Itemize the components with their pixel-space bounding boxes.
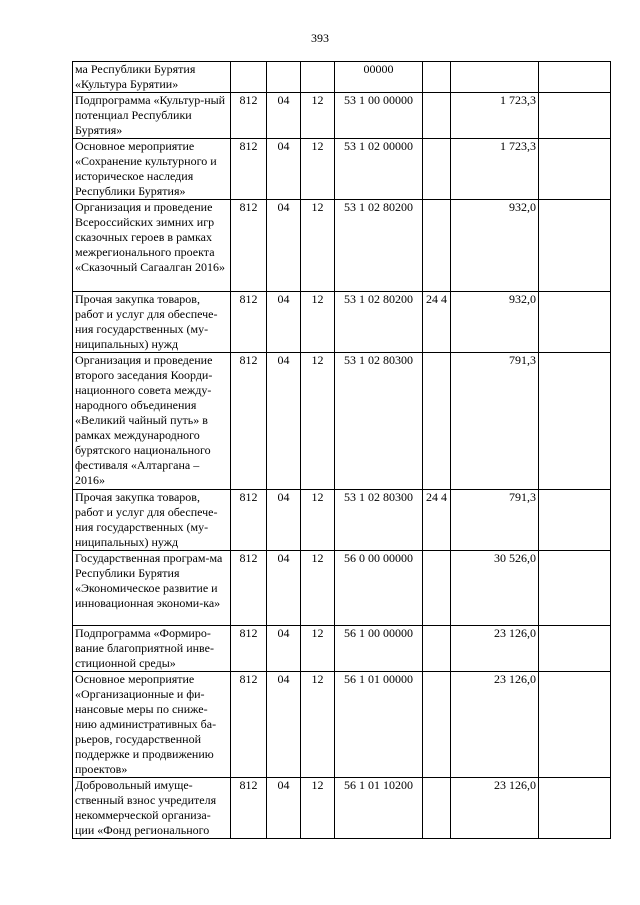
section-code: 04 [267, 292, 301, 353]
table-row [73, 200, 611, 292]
target-code: 56 1 01 00000 [335, 672, 423, 778]
empty-cell [539, 490, 611, 551]
target-code: 56 1 01 10200 [335, 778, 423, 839]
target-code: 00000 [335, 62, 423, 93]
empty-cell [539, 200, 611, 292]
subsection-code: 12 [301, 626, 335, 672]
table-row [73, 490, 611, 551]
subsection-code [301, 62, 335, 93]
amount: 932,0 [451, 292, 539, 353]
empty-cell [539, 292, 611, 353]
amount: 23 126,0 [451, 778, 539, 839]
expense-type-code [423, 93, 451, 139]
table-row [73, 353, 611, 490]
target-code: 56 1 00 00000 [335, 626, 423, 672]
empty-cell [539, 353, 611, 490]
target-code: 53 1 02 00000 [335, 139, 423, 200]
section-code: 04 [267, 626, 301, 672]
empty-cell [539, 672, 611, 778]
amount: 23 126,0 [451, 672, 539, 778]
subsection-code: 12 [301, 292, 335, 353]
empty-cell [539, 93, 611, 139]
ministry-code: 812 [231, 626, 267, 672]
expense-type-code [423, 62, 451, 93]
empty-cell [539, 62, 611, 93]
subsection-code: 12 [301, 139, 335, 200]
subsection-code: 12 [301, 672, 335, 778]
subsection-code: 12 [301, 490, 335, 551]
table-row [73, 672, 611, 778]
ministry-code: 812 [231, 490, 267, 551]
target-code: 56 0 00 00000 [335, 551, 423, 626]
section-code: 04 [267, 93, 301, 139]
ministry-code [231, 62, 267, 93]
table-row [73, 62, 611, 93]
row-name: Прочая закупка товаров, работ и услуг для обеспече-ния государственных (му-ниципальных) нужд [73, 490, 231, 551]
target-code: 53 1 02 80300 [335, 490, 423, 551]
ministry-code: 812 [231, 551, 267, 626]
subsection-code: 12 [301, 93, 335, 139]
amount: 791,3 [451, 353, 539, 490]
subsection-code: 12 [301, 778, 335, 839]
page-number: 393 [311, 31, 329, 45]
row-name: Подпрограмма «Культур-ный потенциал Республики Бурятия» [73, 93, 231, 139]
expense-type-code [423, 778, 451, 839]
ministry-code: 812 [231, 292, 267, 353]
expense-type-code [423, 353, 451, 490]
table-row [73, 551, 611, 626]
amount [451, 62, 539, 93]
amount: 1 723,3 [451, 93, 539, 139]
budget-table [72, 61, 611, 839]
section-code: 04 [267, 551, 301, 626]
row-name: ма Республики Бурятия «Культура Бурятии» [73, 62, 231, 93]
amount: 791,3 [451, 490, 539, 551]
table-row [73, 292, 611, 353]
section-code: 04 [267, 490, 301, 551]
table-row [73, 139, 611, 200]
amount: 30 526,0 [451, 551, 539, 626]
empty-cell [539, 139, 611, 200]
section-code: 04 [267, 200, 301, 292]
amount: 932,0 [451, 200, 539, 292]
target-code: 53 1 00 00000 [335, 93, 423, 139]
empty-cell [539, 626, 611, 672]
amount: 23 126,0 [451, 626, 539, 672]
expense-type-code [423, 551, 451, 626]
table-row [73, 93, 611, 139]
expense-type-code: 24 4 [423, 292, 451, 353]
subsection-code: 12 [301, 551, 335, 626]
expense-type-code [423, 626, 451, 672]
subsection-code: 12 [301, 200, 335, 292]
ministry-code: 812 [231, 778, 267, 839]
ministry-code: 812 [231, 200, 267, 292]
row-name: Добровольный имуще-ственный взнос учредителя некоммерческой организа-ции «Фонд регионального [73, 778, 231, 839]
expense-type-code [423, 200, 451, 292]
empty-cell [539, 778, 611, 839]
row-name: Подпрограмма «Формиро-вание благоприятной инве-стиционной среды» [73, 626, 231, 672]
target-code: 53 1 02 80200 [335, 200, 423, 292]
target-code: 53 1 02 80200 [335, 292, 423, 353]
section-code: 04 [267, 672, 301, 778]
expense-type-code [423, 672, 451, 778]
section-code [267, 62, 301, 93]
table-row [73, 778, 611, 839]
row-name: Прочая закупка товаров, работ и услуг для обеспече-ния государственных (му-ниципальных) нужд [73, 292, 231, 353]
section-code: 04 [267, 139, 301, 200]
subsection-code: 12 [301, 353, 335, 490]
row-name: Основное мероприятие «Организационные и фи-нансовые меры по сниже-нию административных ба-рьеров, государственной поддержке и продвижению проектов» [73, 672, 231, 778]
ministry-code: 812 [231, 353, 267, 490]
budget-table-body [73, 62, 611, 839]
row-name: Организация и проведение Всероссийских зимних игр сказочных героев в рамках межрегионального проекта «Сказочный Сагаалган 2016» [73, 200, 231, 292]
row-name: Государственная програм-ма Республики Бурятия «Экономическое развитие и инновационная экономи-ка» [73, 551, 231, 626]
empty-cell [539, 551, 611, 626]
row-name: Основное мероприятие «Сохранение культурного и историческое наследия Республики Бурятия» [73, 139, 231, 200]
expense-type-code: 24 4 [423, 490, 451, 551]
ministry-code: 812 [231, 93, 267, 139]
ministry-code: 812 [231, 139, 267, 200]
section-code: 04 [267, 778, 301, 839]
amount: 1 723,3 [451, 139, 539, 200]
row-name: Организация и проведение второго заседания Коорди-национного совета между-народного объединения «Великий чайный путь» в рамках международного бурятского национального фестиваля «Алтаргана – 2016» [73, 353, 231, 490]
table-row [73, 626, 611, 672]
expense-type-code [423, 139, 451, 200]
section-code: 04 [267, 353, 301, 490]
target-code: 53 1 02 80300 [335, 353, 423, 490]
ministry-code: 812 [231, 672, 267, 778]
